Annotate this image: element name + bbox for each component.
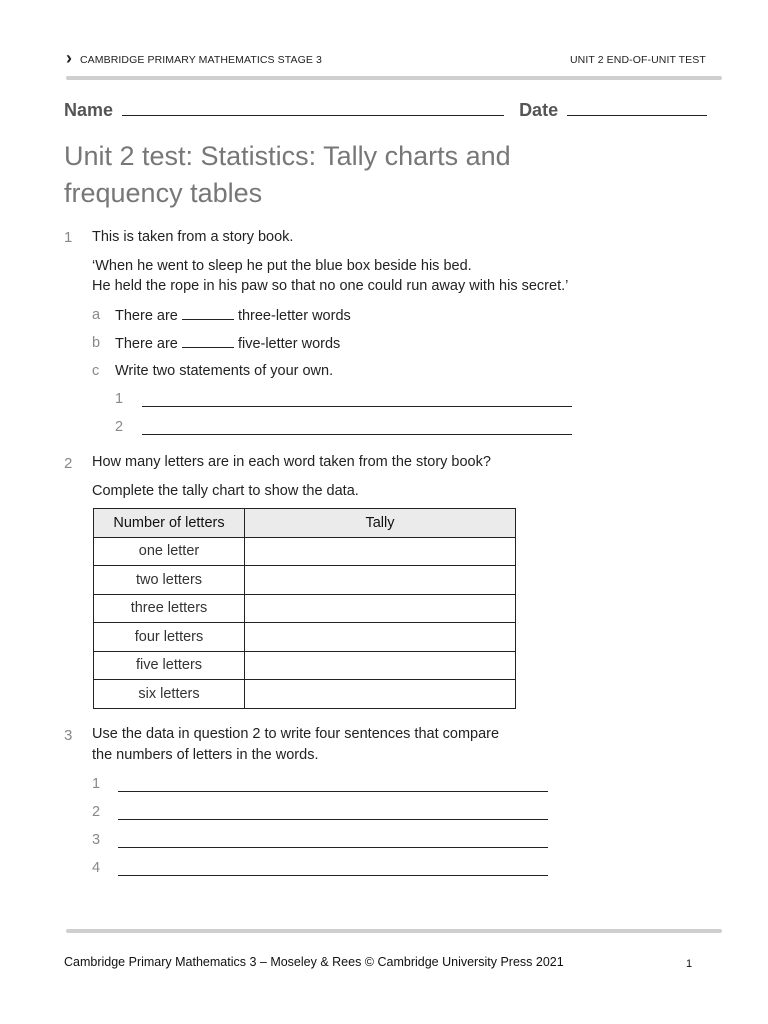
q3-answer-line-2[interactable] (118, 805, 548, 820)
q1a-answer-blank[interactable] (182, 307, 234, 320)
q2-text: How many letters are in each word taken from the story book? (92, 454, 491, 470)
table-row (94, 537, 516, 566)
page-number: 1 (686, 958, 693, 970)
table-row (94, 680, 516, 709)
q1a-label: a (92, 307, 101, 323)
tally-cell[interactable] (245, 566, 516, 595)
q1c-answer-line-2[interactable] (142, 420, 572, 435)
row-label: five letters (94, 651, 245, 680)
q3-answer-line-1[interactable] (118, 777, 548, 792)
q1b-text-before: There are (115, 336, 178, 352)
q1a-text-after: three-letter words (237, 308, 351, 324)
q1c-answer-line-1[interactable] (142, 392, 572, 407)
table-row (94, 566, 516, 595)
q1-quote-line-1: ‘When he went to sleep he put the blue box beside his bed. (92, 258, 472, 274)
tally-cell[interactable] (245, 680, 516, 709)
q3-text-line-2: the numbers of letters in the words. (92, 747, 319, 763)
header-test-title: UNIT 2 END-OF-UNIT TEST (570, 54, 706, 66)
q1c-line-number-1: 1 (115, 391, 124, 407)
header-tally: Tally (245, 509, 516, 538)
tally-cell[interactable] (245, 623, 516, 652)
header-series-title: CAMBRIDGE PRIMARY MATHEMATICS STAGE 3 (80, 54, 322, 66)
page-title (64, 138, 744, 212)
row-label: three letters (94, 594, 245, 623)
q3-line-number-4: 4 (92, 860, 101, 876)
q3-text-line-1: Use the data in question 2 to write four sentences that compare (92, 726, 500, 742)
q3-line-number-1: 1 (92, 776, 101, 792)
q1b-answer-blank[interactable] (182, 335, 234, 348)
q1c-label: c (92, 363, 100, 379)
table-row (94, 623, 516, 652)
row-label: two letters (94, 566, 245, 595)
table-row (94, 651, 516, 680)
page-title-line-1: Unit 2 test: Statistics: Tally charts and (64, 141, 511, 171)
date-label: Date (519, 100, 559, 120)
tally-cell[interactable] (245, 651, 516, 680)
q3-answer-line-4[interactable] (118, 861, 548, 876)
q2-instruction: Complete the tally chart to show the data. (92, 483, 359, 499)
q3-number: 3 (64, 727, 73, 744)
q1a-text (115, 307, 351, 324)
header-number-of-letters: Number of letters (94, 509, 245, 538)
table-header-row (94, 509, 516, 538)
name-date-row (64, 100, 714, 121)
row-label: six letters (94, 680, 245, 709)
tally-cell[interactable] (245, 537, 516, 566)
name-label: Name (64, 100, 114, 120)
q2-number: 2 (64, 455, 73, 472)
name-field[interactable] (122, 101, 504, 116)
row-label: one letter (94, 537, 245, 566)
q1b-text-after: five-letter words (237, 336, 341, 352)
q3-answer-line-3[interactable] (118, 833, 548, 848)
tally-cell[interactable] (245, 594, 516, 623)
q3-line-number-2: 2 (92, 804, 101, 820)
q1-quote-line-2: He held the rope in his paw so that no one could run away with his secret.’ (92, 278, 569, 294)
q1a-text-before: There are (115, 308, 178, 324)
table-row (94, 594, 516, 623)
q1b-label: b (92, 335, 101, 351)
chevron-right-icon: › (66, 48, 72, 68)
q1b-text (115, 335, 340, 352)
tally-chart-table (93, 508, 516, 709)
q1-intro: This is taken from a story book. (92, 229, 294, 245)
q1c-line-number-2: 2 (115, 419, 124, 435)
q1-number: 1 (64, 229, 73, 246)
footer-credit: Cambridge Primary Mathematics 3 – Moseley & Rees © Cambridge University Press 2021 (64, 955, 564, 969)
q3-line-number-3: 3 (92, 832, 101, 848)
header-divider (66, 76, 722, 80)
footer-divider (66, 929, 722, 933)
date-field[interactable] (567, 101, 707, 116)
page-title-line-2: frequency tables (64, 178, 263, 208)
row-label: four letters (94, 623, 245, 652)
q1c-text: Write two statements of your own. (115, 363, 334, 379)
